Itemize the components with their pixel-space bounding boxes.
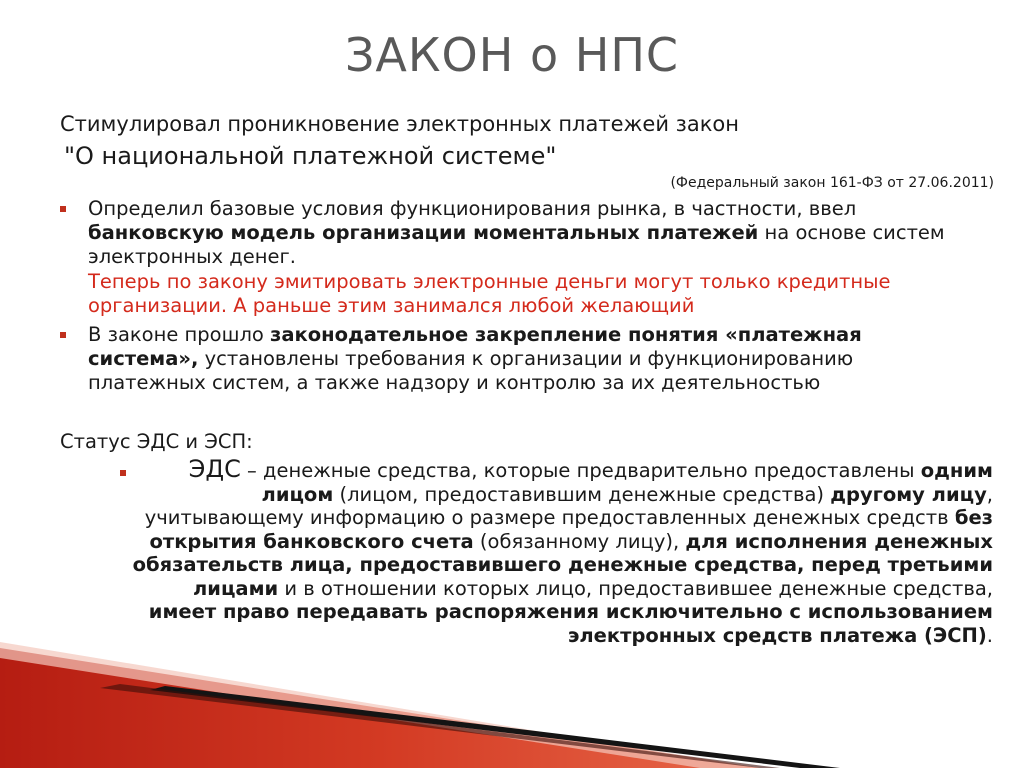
eds-definition	[120, 455, 993, 647]
eds-b5: имеет право передавать распоряжения исключительно с использованием электронных средств платежа (ЭСП)	[148, 600, 993, 647]
eds-t3: , учитывающему информацию о размере предоставленных денежных средств	[144, 482, 993, 529]
lead-line-1: Стимулировал проникновение электронных платежей закон	[60, 112, 739, 136]
eds-t5: и в отношении которых лицо, предоставившее денежные средства,	[278, 576, 993, 600]
eds-b3: без открытия банковского счета	[149, 506, 993, 553]
bullet-2-bold: законодательное закрепление понятия «платежная система»,	[88, 323, 862, 370]
slide-title: ЗАКОН о НПС	[344, 28, 680, 82]
bullet-2	[60, 323, 960, 395]
bullet-marker	[60, 206, 66, 212]
bullet-1-bold: банковскую модель организации моментальных платежей	[88, 221, 759, 244]
bullet-1-part1: Определил базовые условия функционирования рынка, в частности, ввел	[88, 197, 857, 220]
eds-t2: (лицом, предоставившим денежные средства)	[333, 482, 831, 506]
bullet-1	[60, 197, 960, 269]
bullet-2-part2: установлены требования к организации и функционированию платежных систем, а также надзору и контролю за их деятельностью	[88, 347, 854, 394]
bullet-marker	[60, 332, 66, 338]
eds-b4: для исполнения денежных обязательств лица, предоставившего денежные средства, перед третьими лицами	[132, 529, 993, 600]
eds-b2: другому лицу	[830, 482, 987, 506]
bullet-2-part1: В законе прошло	[88, 323, 271, 346]
lead-line-2: "О национальной платежной системе"	[64, 142, 557, 170]
bullet-2-text	[88, 323, 960, 395]
red-note: Теперь по закону эмитировать электронные деньги могут только кредитные организации. А раньше этим занимался любой желающий	[88, 270, 891, 317]
bullet-1-part2: на основе систем электронных денег.	[88, 221, 945, 268]
eds-b1: одним лицом	[261, 459, 993, 506]
bullet-marker	[120, 470, 126, 476]
law-reference: (Федеральный закон 161-ФЗ от 27.06.2011)	[670, 175, 994, 191]
eds-t1: – денежные средства, которые предварительно предоставлены	[240, 459, 921, 482]
eds-t6: .	[986, 623, 993, 647]
eds-t4: (обязанному лицу),	[473, 529, 686, 553]
bullet-1-text	[88, 197, 960, 269]
eds-term: ЭДС	[188, 455, 241, 483]
status-heading: Статус ЭДС и ЭСП:	[60, 430, 253, 453]
